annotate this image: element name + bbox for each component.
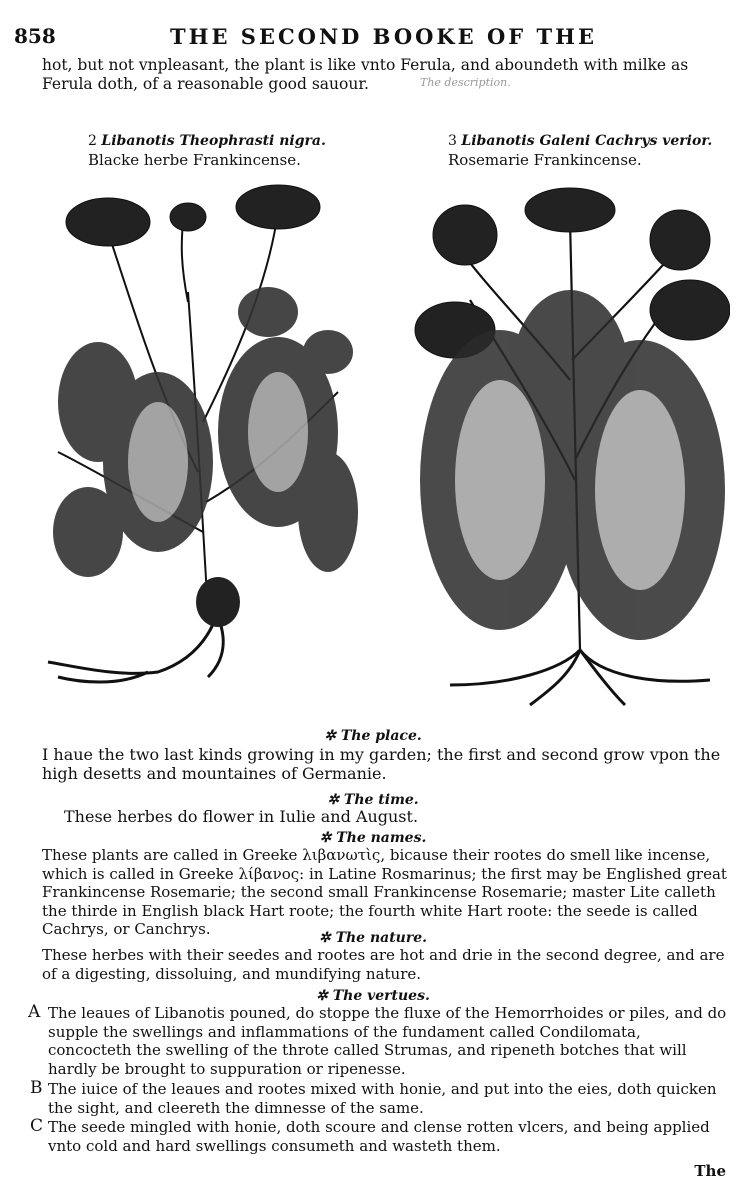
- figure-latin-name: Libanotis Theophrasti nigra.: [101, 133, 326, 149]
- catchword: The: [694, 1162, 726, 1180]
- woodcut-blacke-herbe-frankincense: [38, 172, 368, 692]
- paragraph-names: These plants are called in Greeke λιβανωτὶς, bicause their rootes do smell like incense, which is called in Greeke λίβανος: in Latine Rosmarinus; the first may be Englished great Frankincense Rosemarie; the second small Frankincense Rosemarie; master Lite calleth the thirde in English black Hart roote; the fourth white Hart roote: the seede is called Cachrys, or Canchrys.: [42, 846, 727, 938]
- paragraph-vertue-b: The iuice of the leaues and rootes mixed with honie, and put into the eies, doth quicken the sight, and cleereth the dimnesse of the same.: [48, 1080, 717, 1117]
- paragraph-vertue-c: The seede mingled with honie, doth scoure and clense rotten vlcers, and being applied vnto cold and hard swellings consumeth and wasteth them.: [48, 1118, 710, 1155]
- vertue-marker-a: A: [28, 1002, 41, 1022]
- vertue-marker-c: C: [30, 1116, 44, 1136]
- paragraph-time: These herbes do flower in Iulie and August.: [64, 807, 419, 826]
- figure-caption-2: [88, 132, 326, 171]
- bleed-through-heading: The description.: [420, 76, 511, 89]
- page-number: 858: [14, 24, 56, 48]
- page-header: [0, 24, 746, 56]
- paragraph-vertue-a: The leaues of Libanotis pouned, do stoppe the fluxe of the Hemorrhoides or piles, and do supple the swellings and inflammations of the fundament called Condilomata, concocteth the swelling of the throte called Strumas, and ripeneth botches that will hardly be brought to suppuration or ripenesse.: [48, 1004, 727, 1078]
- figure-english-name: Rosemarie Frankincense.: [448, 151, 642, 169]
- figure-number: 3: [448, 133, 457, 149]
- figure-number: 2: [88, 133, 97, 149]
- vertue-marker-b: B: [30, 1078, 43, 1098]
- paragraph-nature: These herbes with their seedes and rootes are hot and drie in the second degree, and are of a digesting, dissoluing, and mundifying nature.: [42, 946, 725, 983]
- woodcut-rosemarie-frankincense: [410, 180, 730, 710]
- section-heading-names: ✲ The names.: [319, 830, 427, 846]
- section-heading-place: ✲ The place.: [324, 728, 422, 744]
- section-heading-time: ✲ The time.: [327, 792, 419, 808]
- figure-latin-name: Libanotis Galeni Cachrys verior.: [461, 133, 713, 149]
- figure-caption-3: [448, 132, 712, 171]
- section-heading-nature: ✲ The nature.: [318, 930, 428, 946]
- section-heading-vertues: ✲ The vertues.: [316, 988, 430, 1004]
- figure-english-name: Blacke herbe Frankincense.: [88, 151, 301, 169]
- paragraph-place: I haue the two last kinds growing in my garden; the first and second grow vpon the high desetts and mountaines of Germanie.: [42, 745, 721, 783]
- running-head: THE SECOND BOOKE OF THE: [170, 24, 597, 49]
- intro-text: hot, but not vnpleasant, the plant is like vnto Ferula, and aboundeth with milke as Ferula doth, of a reasonable good sauour.: [42, 56, 689, 93]
